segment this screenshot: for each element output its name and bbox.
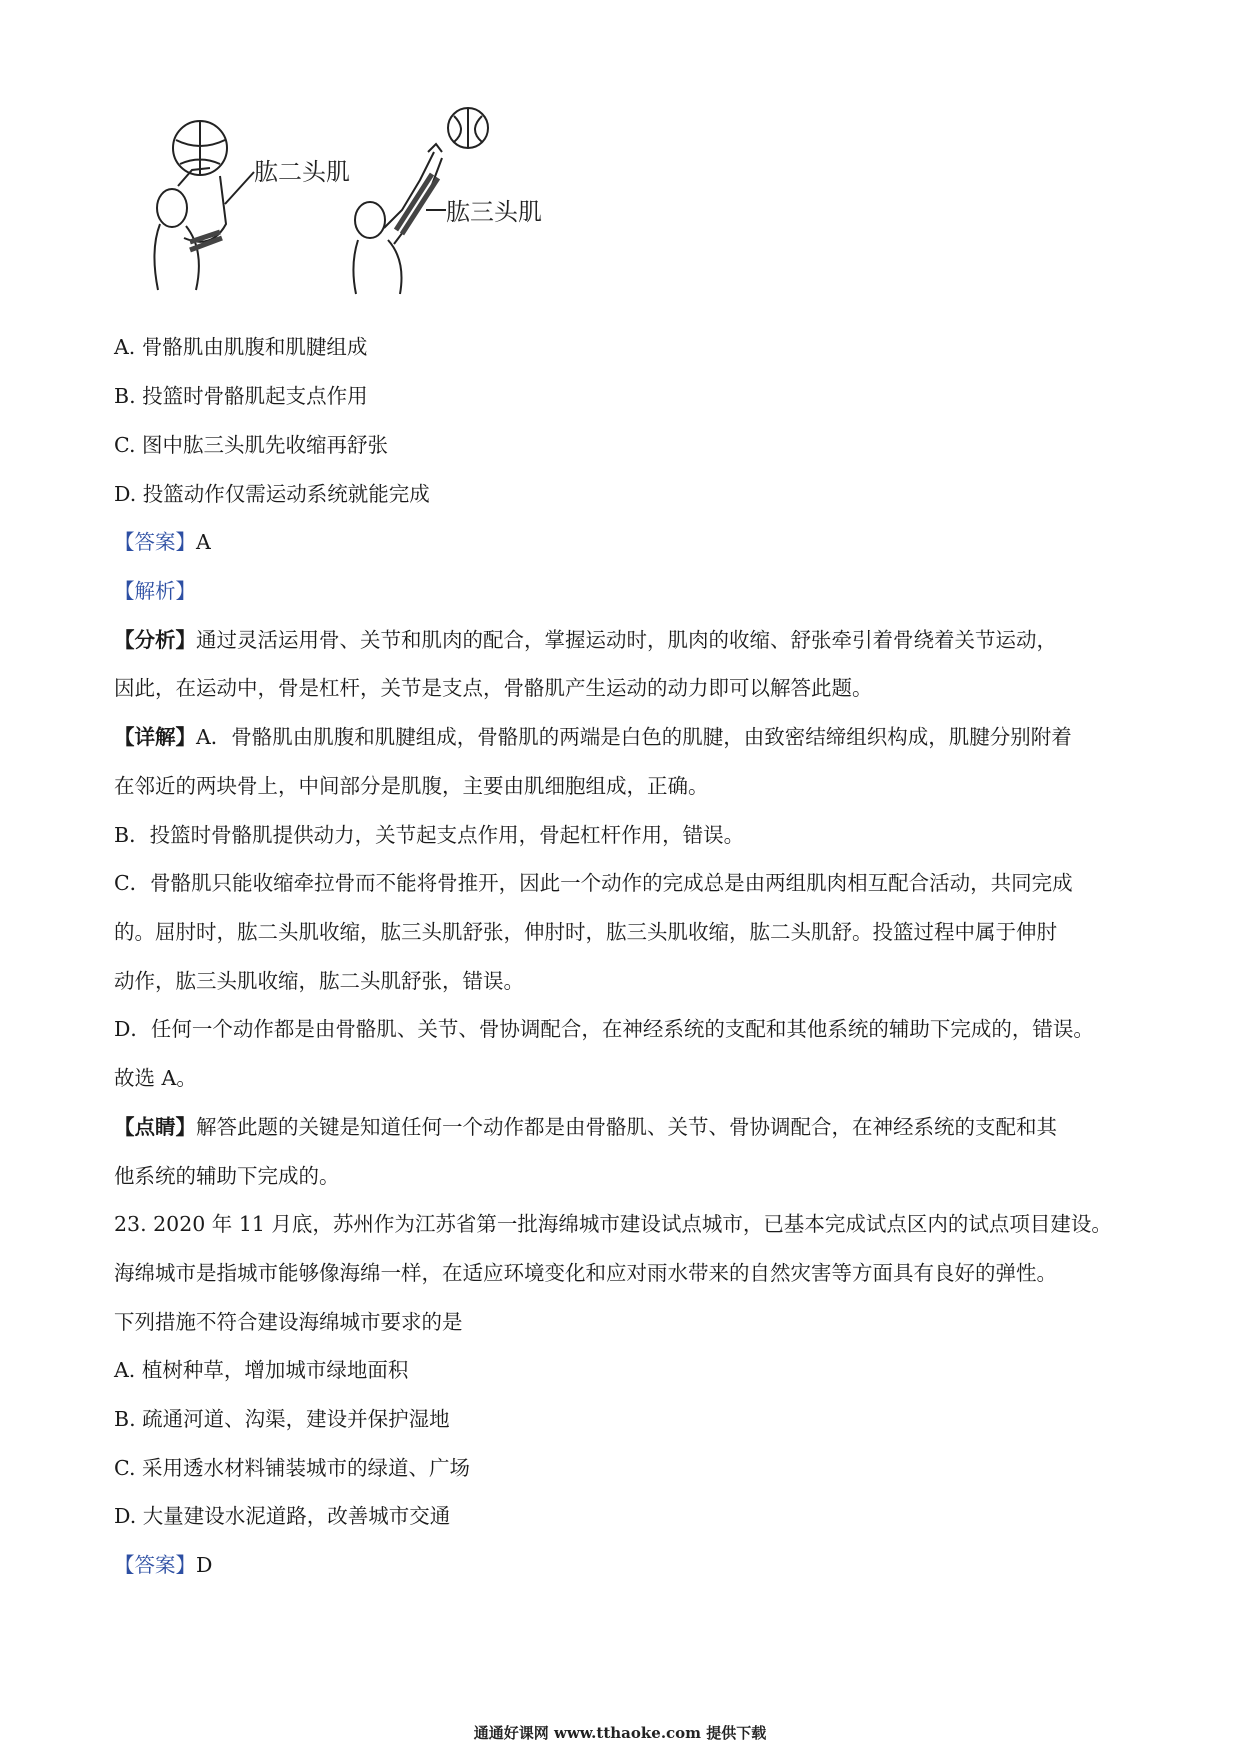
q23-answer <box>114 1550 1134 1580</box>
q22-option-d: D. 投篮动作仅需运动系统就能完成 <box>114 482 430 506</box>
fenxi-tag: 【分析】 <box>114 628 196 652</box>
right-player-head <box>355 202 385 238</box>
xiangjie-tag: 【详解】 <box>114 725 196 749</box>
q23-stem-line-2: 海绵城市是指城市能够像海绵一样，在适应环境变化和应对雨水带来的自然灾害等方面具有良好的弹性。 <box>114 1261 1057 1285</box>
xiangjie-line-5: 的。屈肘时，肱二头肌收缩，肱三头肌舒张，伸肘时，肱三头肌收缩，肱二头肌舒。投篮过程中属于伸肘 <box>114 920 1057 944</box>
answer-tag: 【答案】 <box>114 530 196 554</box>
page-footer: 通通好课网 www.tthaoke.com 提供下载 <box>473 1724 767 1742</box>
xiangjie-line-8: 故选 A。 <box>114 1066 197 1090</box>
q23-option-c: C. 采用透水材料铺装城市的绿道、广场 <box>114 1456 470 1480</box>
dianjing-line-2: 他系统的辅助下完成的。 <box>114 1164 340 1188</box>
xiangjie-line-1: 【详解】A．骨骼肌由肌腹和肌腱组成，骨骼肌的两端是白色的肌腱，由致密结缔组织构成，肌腱分别附着 <box>114 725 1072 749</box>
left-player-head <box>157 189 187 227</box>
q22-option-a: A. 骨骼肌由肌腹和肌腱组成 <box>114 335 368 359</box>
fenxi-line-2: 因此，在运动中，骨是杠杆，关节是支点，骨骼肌产生运动的动力即可以解答此题。 <box>114 676 873 700</box>
q22-answer <box>114 527 1134 557</box>
xiangjie-line-7: D．任何一个动作都是由骨骼肌、关节、骨协调配合，在神经系统的支配和其他系统的辅助下完成的，错误。 <box>114 1017 1094 1041</box>
dianjing-tag: 【点睛】 <box>114 1115 196 1139</box>
q22-analysis-heading <box>114 576 1134 606</box>
q22-option-c: C. 图中肱三头肌先收缩再舒张 <box>114 433 388 457</box>
q23-answer-tag: 【答案】 <box>114 1553 196 1577</box>
q23-option-a: A. 植树种草，增加城市绿地面积 <box>114 1358 409 1382</box>
xiangjie-line-2: 在邻近的两块骨上，中间部分是肌腹，主要由肌细胞组成，正确。 <box>114 774 709 798</box>
xiangjie-line-6: 动作，肱三头肌收缩，肱二头肌舒张，错误。 <box>114 969 524 993</box>
q23-stem-line-1: 23. 2020 年 11 月底，苏州作为江苏省第一批海绵城市建设试点城市，已基本完成试点区内的试点项目建设。 <box>114 1212 1112 1236</box>
q23-option-b: B. 疏通河道、沟渠，建设并保护湿地 <box>114 1407 450 1431</box>
q22-option-b: B. 投篮时骨骼肌起支点作用 <box>114 384 368 408</box>
answer-value: A <box>196 530 211 554</box>
q23-answer-value: D <box>196 1553 213 1577</box>
q23-stem-line-3: 下列措施不符合建设海绵城市要求的是 <box>114 1310 463 1334</box>
biceps-label: 肱二头肌 <box>254 158 350 186</box>
q23-option-d: D. 大量建设水泥道路，改善城市交通 <box>114 1504 451 1528</box>
dianjing-line-1: 【点睛】解答此题的关键是知道任何一个动作都是由骨骼肌、关节、骨协调配合，在神经系统的支配和其 <box>114 1115 1057 1139</box>
basketball-muscle-figure <box>150 100 610 295</box>
fenxi-line-1: 【分析】通过灵活运用骨、关节和肌肉的配合，掌握运动时，肌肉的收缩、舒张牵引着骨绕着关节运动， <box>114 628 1057 652</box>
xiangjie-line-4: C．骨骼肌只能收缩牵拉骨而不能将骨推开，因此一个动作的完成总是由两组肌肉相互配合活动，共同完成 <box>114 871 1073 895</box>
analysis-tag: 【解析】 <box>114 579 196 603</box>
triceps-label: 肱三头肌 <box>446 198 542 226</box>
xiangjie-line-3: B．投篮时骨骼肌提供动力，关节起支点作用，骨起杠杆作用，错误。 <box>114 823 745 847</box>
